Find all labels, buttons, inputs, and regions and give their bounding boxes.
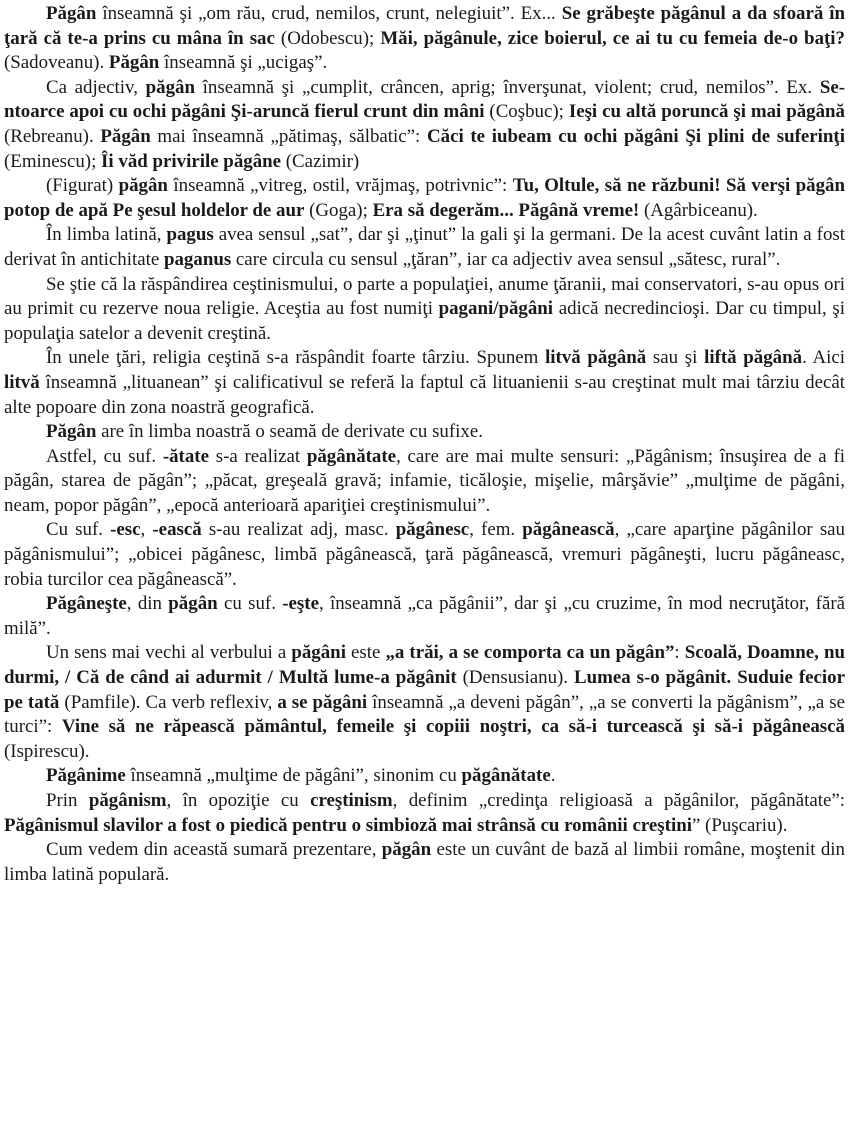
paragraph (4, 764, 845, 789)
bold-text: Scoală, Doamne, nu durmi, / Că de când ai adurmit / Multă lume-a păgânit (4, 642, 845, 689)
bold-text: păgân (145, 76, 195, 98)
bold-text: Tu, Oltule, să ne răzbuni! Să verşi păgân potop de apă Pe şesul holdelor de aur (4, 175, 846, 221)
text-run: mai înseamnă „pătimaş, sălbatic”: (150, 125, 427, 147)
text-run: , (140, 519, 153, 541)
text-run: Cu suf. (46, 519, 111, 541)
text-run: înseamnă „vitreg, ostil, vrăjmaş, potrivnic”: (167, 175, 513, 197)
paragraph (4, 2, 845, 76)
paragraph (4, 174, 845, 223)
text-run: înseamnă şi „ucigaş”. (159, 52, 328, 74)
paragraph (4, 641, 845, 764)
text-run: În limba latină, (46, 224, 167, 246)
text-run: În unele ţări, religia ceştină s-a răspândit foarte târziu. Spunem (46, 347, 546, 369)
text-run: este (345, 642, 386, 664)
text-run: s-au realizat adj, masc. (201, 519, 396, 541)
bold-text: Păgâneşte (46, 593, 127, 615)
bold-text: păgânătate (461, 765, 551, 787)
text-run: înseamnă „lituanean” şi calificativul se referă la faptul că lituanienii s-au creştinat mult mai târziu decât alte popoare din zona noastră geografică. (4, 371, 845, 418)
bold-text: păgâni (291, 642, 346, 664)
bold-text: „a trăi, a se comporta ca un păgân” (385, 642, 675, 664)
bold-text: Păgân (100, 125, 151, 147)
bold-text: Ieşi cu altă poruncă şi mai păgână (568, 101, 845, 123)
text-run: este un cuvânt de bază al limbii române, moştenit din limba latină populară. (4, 839, 845, 885)
text-run: , înseamnă „ca păgânii”, dar şi „cu cruzime, în mod necruţător, fără milă”. (4, 593, 845, 639)
text-run: , „care aparţine păgânilor sau păgânismului”; „obicei păgânesc, limbă păgânească, ţară păgânească, vremuri păgâneşti, lucru păgâneasc, robia turcilor cea păgânească”. (4, 519, 846, 590)
text-run: . (550, 765, 556, 787)
text-run: , în opoziţie cu (166, 790, 311, 811)
text-run: Prin (46, 790, 89, 811)
bold-text: Păgân (108, 52, 160, 74)
paragraph (4, 445, 845, 519)
text-run: Astfel, cu suf. (46, 445, 163, 467)
bold-text: -esc (110, 519, 141, 541)
bold-text: Păgânime (46, 765, 126, 787)
text-run: s-a realizat (208, 445, 307, 467)
bold-text: Îi văd privirile păgâne (101, 150, 282, 172)
bold-text: paganus (163, 248, 232, 270)
text-run: : (674, 642, 685, 664)
bold-text: litvă păgână (545, 347, 647, 369)
bold-text: păgân (381, 839, 432, 861)
bold-text: păgânătate (306, 445, 397, 467)
bold-text: -ească (152, 519, 202, 541)
text-run: Se ştie că la răspândirea ceştinismului, o parte a populaţiei, anume ţăranii, mai conservatori, s-au opus ori au primit cu rezerve noua religie. Aceştia au fost numiţi (4, 273, 845, 320)
text-run: (Pamfile). Ca verb reflexiv, (59, 691, 278, 713)
text-run: adică necredincioşi. Dar cu timpul, şi populaţia satelor a devenit creştină. (4, 298, 845, 344)
text-run: sau şi (646, 347, 705, 369)
text-run: (Cazimir) (281, 150, 360, 172)
text-run: care circula cu sensul „ţăran”, iar ca adjectiv avea sensul „sătesc, rural”. (231, 248, 781, 270)
paragraph (4, 838, 845, 887)
bold-text: -ătate (162, 445, 209, 467)
text-run: (Ispirescu). (4, 740, 90, 762)
text-run: înseamnă şi „cumplit, crâncen, aprig; înverşunat, violent; crud, nemilos”. Ex. (195, 76, 820, 98)
text-run: cu suf. (217, 593, 283, 615)
bold-text: păgân (118, 175, 168, 197)
text-run: . Aici (802, 347, 845, 369)
text-run: Un sens mai vechi al verbului a (46, 642, 292, 664)
bold-text: Păgânismul slavilor a fost o piedică pentru o simbioză mai strânsă cu românii creştini (4, 814, 692, 836)
text-run: (Eminescu); (4, 150, 102, 172)
bold-text: Era să degerăm... Păgână vreme! (372, 199, 640, 221)
bold-text: liftă păgână (704, 347, 803, 369)
text-run: Cum vedem din această sumară prezentare, (46, 839, 382, 861)
text-run: Ca adjectiv, (46, 76, 146, 98)
paragraph (4, 789, 845, 838)
text-run: (Figurat) (46, 175, 119, 197)
bold-text: litvă (4, 371, 40, 393)
bold-text: păgân (168, 593, 218, 615)
bold-text: Căci te iubeam cu ochi păgâni Şi plini de suferinţi (426, 125, 845, 147)
text-run: , care are mai multe sensuri: „Păgânism; însuşirea de a fi păgân, starea de păgân”; „păcat, greşeală gravă; infamie, ticăloşie, mişelie, mârşăvie” „mulţime de păgâni, neam, popor păgân”, „epocă anterioară apariţiei creştinismului”. (4, 445, 845, 516)
bold-text: Se-ntoarce apoi cu ochi păgâni Şi-aruncă fierul crunt din mâni (4, 76, 845, 123)
text-run: înseamnă „a deveni păgân”, „a se converti la păgânism”, „a se turci”: (4, 691, 845, 738)
text-run: are în limba noastră o seamă de derivate cu sufixe. (96, 421, 483, 443)
paragraph (4, 223, 845, 272)
text-run: (Rebreanu). (4, 125, 101, 147)
text-run: (Sadoveanu). (4, 52, 109, 74)
bold-text: păgânesc (395, 519, 470, 541)
paragraph (4, 592, 845, 641)
text-run: , definim „credinţa religioasă a păgânilor, păgânătate”: (392, 790, 845, 811)
paragraph (4, 420, 845, 445)
bold-text: Păgân (46, 3, 97, 24)
text-run: înseamnă şi „om rău, crud, nemilos, crunt, nelegiuit”. Ex... (96, 3, 562, 24)
paragraph (4, 76, 845, 174)
text-run: (Densusianu). (456, 667, 574, 689)
bold-text: Se grăbeşte păgânul a da sfoară în ţară că te-a prins cu mâna în sac (4, 3, 845, 49)
text-run: ” (Puşcariu). (691, 814, 788, 836)
paragraph (4, 346, 845, 420)
text-run: , fem. (469, 519, 523, 541)
bold-text: -eşte (282, 593, 319, 615)
bold-text: pagani/păgâni (438, 298, 554, 320)
bold-text: Măi, păgânule, zice boierul, ce ai tu cu femeia de-o baţi? (380, 27, 845, 49)
bold-text: Vine să ne răpească pământul, femeile şi copiii noştri, ca să-i turcească şi să-i păgânească (61, 716, 845, 738)
bold-text: păgânism (88, 790, 167, 811)
text-run: , din (126, 593, 169, 615)
bold-text: Lumea s-o păgânit. Suduie fecior pe tată (4, 667, 845, 713)
text-run: (Goga); (304, 199, 373, 221)
text-run: (Coşbuc); (484, 101, 569, 123)
text-run: înseamnă „mulţime de păgâni”, sinonim cu (125, 765, 462, 787)
text-run: (Odobescu); (274, 27, 381, 49)
bold-text: pagus (166, 224, 214, 246)
bold-text: Păgân (46, 421, 97, 443)
bold-text: a se păgâni (277, 691, 368, 713)
bold-text: păgânească (522, 519, 615, 541)
paragraph (4, 518, 845, 592)
bold-text: creştinism (310, 790, 393, 811)
paragraph (4, 273, 845, 347)
text-run: avea sensul „sat”, dar şi „ţinut” la gali şi la germani. De la acest cuvânt latin a fost derivat în antichitate (4, 224, 845, 270)
text-run: (Agârbiceanu). (639, 199, 758, 221)
